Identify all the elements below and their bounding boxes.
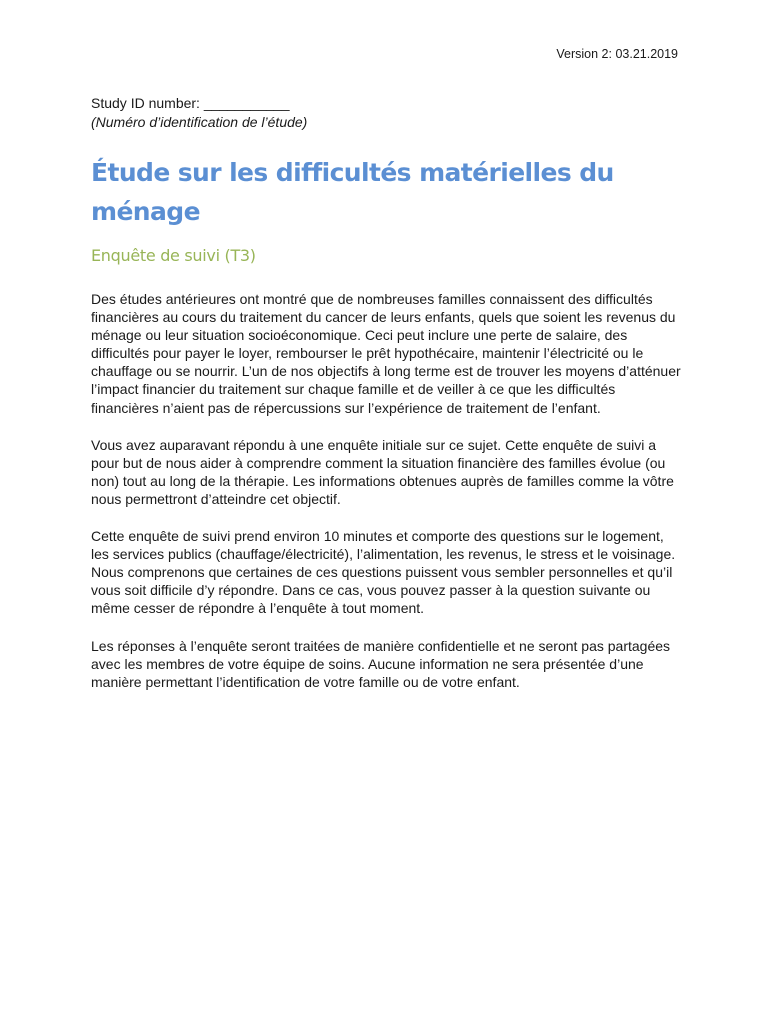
paragraph-confidentiality: Les réponses à l’enquête seront traitées de manière confidentielle et ne seront pas partagées avec les membres de votre équipe de soins. Aucune information ne sera présentée d’une manière permettant l’identification de votre famille ou de votre enfant. [91, 637, 671, 690]
paragraph-duration: Cette enquête de suivi prend environ 10 minutes et comporte des questions sur le logement, les services publics (chauffage/électricité), l’alimentation, les revenus, le stress et le voisinage. Nous comprenons que certaines de ces questions puissent vous sembler personnelles et qu’il vous soit difficile d’y répondre. Dans ce cas, vous pouvez passer à la question suivante ou même cesser de répondre à l’enquête à tout moment. [91, 528, 676, 617]
study-id-label: Study ID number: ___________ [91, 95, 290, 111]
paragraph-intro: Des études antérieures ont montré que de nombreuses familles connaissent des difficultés financières au cours du traitement du cancer de leurs enfants, quels que soient les revenus du ménage ou leur situation socioéconomique. Ceci peut inclure une perte de salaire, des difficultés pour payer le loyer, rembourser le prêt hypothécaire, maintenir l’électricité ou le chauffage ou se nourrir. L’un de nos objectifs à long terme est de trouver les moyens d’atténuer l’impact financier du traitement sur chaque famille et de veiller à ce que les difficultés financières n’aient pas de répercussions sur l’expérience de traitement de l’enfant. [91, 291, 681, 416]
version-label: Version 2: 03.21.2019 [556, 47, 678, 61]
study-id-label-french: (Numéro d’identification de l’étude) [91, 114, 308, 130]
document-title: Étude sur les difficultés matérielles du ménage [91, 158, 614, 226]
document-subtitle: Enquête de suivi (T3) [91, 246, 256, 265]
paragraph-purpose: Vous avez auparavant répondu à une enquête initiale sur ce sujet. Cette enquête de suivi a pour but de nous aider à comprendre comment la situation financière des familles évolue (ou non) tout au long de la thérapie. Les informations obtenues auprès de familles comme la vôtre nous permettront d’atteindre cet objectif. [91, 436, 674, 507]
document-body [91, 290, 681, 710]
